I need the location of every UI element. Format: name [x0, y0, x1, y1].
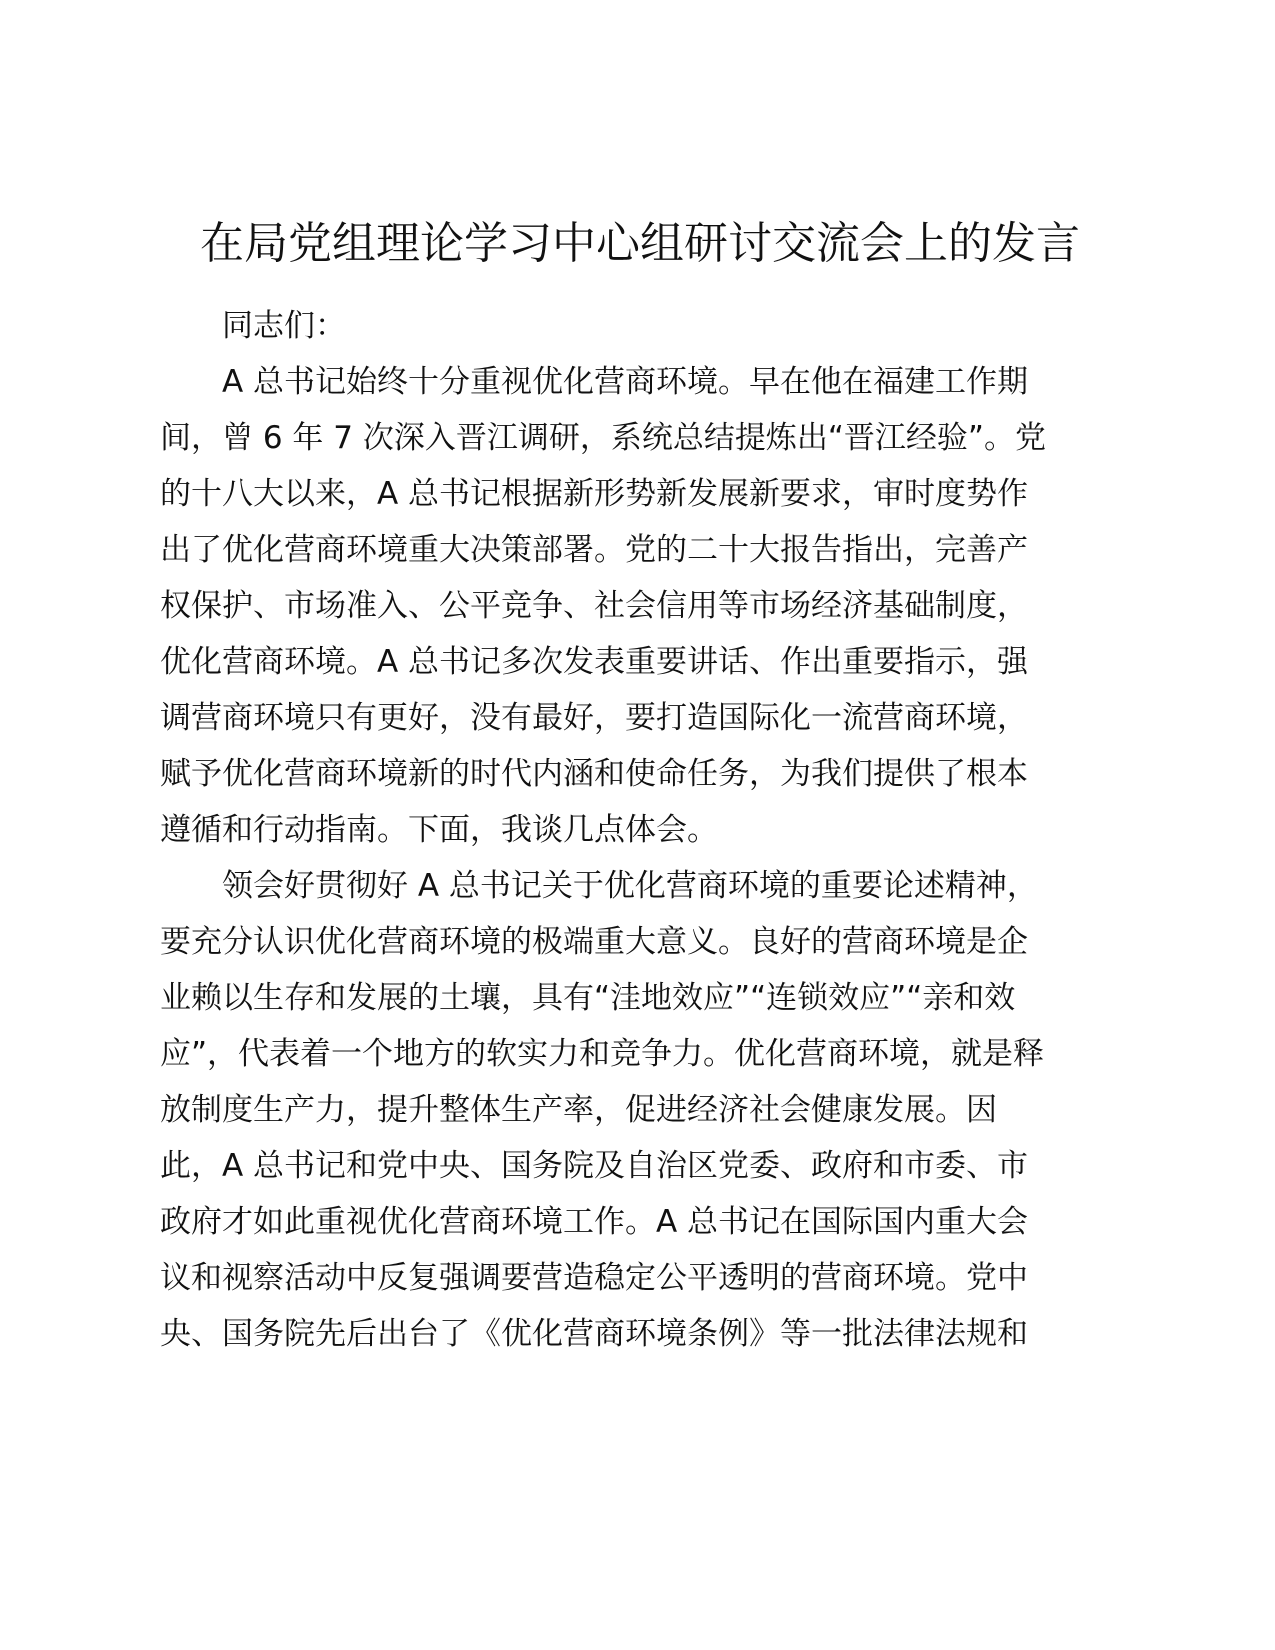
- text-line: 业赖以生存和发展的土壤，具有“洼地效应”“连锁效应”“亲和效: [160, 980, 1016, 1016]
- text-line: 同志们：: [222, 308, 346, 344]
- text-line: 放制度生产力，提升整体生产率，促进经济社会健康发展。因: [160, 1092, 997, 1128]
- document-body: [160, 298, 1120, 1362]
- text-line: A 总书记始终十分重视优化营商环境。早在他在福建工作期: [222, 364, 1029, 400]
- text-line: 优化营商环境。A 总书记多次发表重要讲话、作出重要指示，强: [160, 644, 1029, 680]
- text-line: 赋予优化营商环境新的时代内涵和使命任务，为我们提供了根本: [160, 756, 1028, 792]
- text-line: 出了优化营商环境重大决策部署。党的二十大报告指出，完善产: [160, 532, 1028, 568]
- document-title: 在局党组理论学习中心组研讨交流会上的发言: [200, 218, 1080, 269]
- text-line: 此，A 总书记和党中央、国务院及自治区党委、政府和市委、市: [160, 1148, 1029, 1184]
- text-line: 遵循和行动指南。下面，我谈几点体会。: [160, 812, 718, 848]
- text-line: 领会好贯彻好 A 总书记关于优化营商环境的重要论述精神，: [222, 868, 1038, 904]
- text-line: 的十八大以来，A 总书记根据新形势新发展新要求，审时度势作: [160, 476, 1029, 512]
- text-line: 政府才如此重视优化营商环境工作。A 总书记在国际国内重大会: [160, 1204, 1029, 1240]
- text-line: 调营商环境只有更好，没有最好，要打造国际化一流营商环境，: [160, 700, 1028, 736]
- text-line: 权保护、市场准入、公平竞争、社会信用等市场经济基础制度，: [160, 588, 1028, 624]
- text-line: 要充分认识优化营商环境的极端重大意义。良好的营商环境是企: [160, 924, 1028, 960]
- text-line: 间，曾 6 年 7 次深入晋江调研，系统总结提炼出“晋江经验”。党: [160, 420, 1046, 456]
- text-line: 央、国务院先后出台了《优化营商环境条例》等一批法律法规和: [160, 1316, 1028, 1352]
- text-line: 议和视察活动中反复强调要营造稳定公平透明的营商环境。党中: [160, 1260, 1028, 1296]
- text-line: 应”，代表着一个地方的软实力和竞争力。优化营商环境，就是释: [160, 1036, 1045, 1072]
